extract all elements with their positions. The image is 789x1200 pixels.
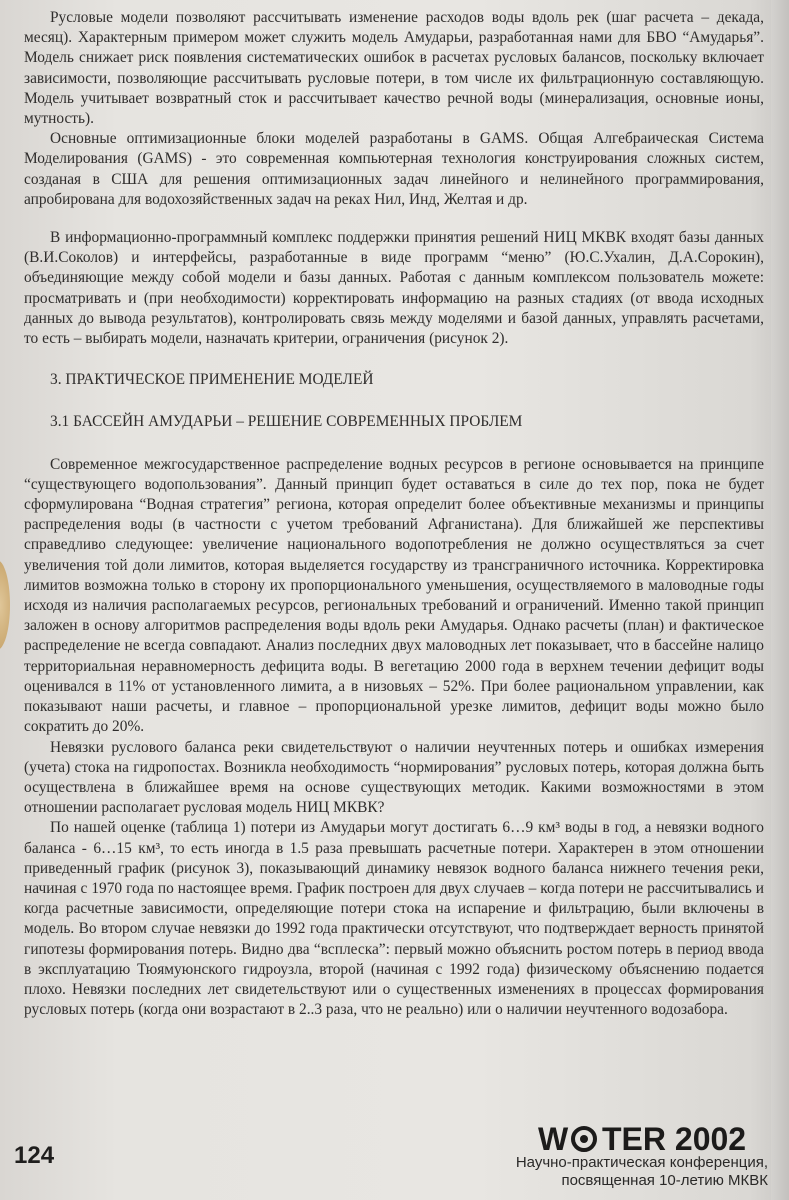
thumb-shadow (0, 560, 10, 650)
paragraph-gams: Основные оптимизационные блоки моделей разработаны в GAMS. Общая Алгебраическая Система Моделирования (GAMS) - это современная компьютерная технология конструирования сложных систем, созданая в США для решения оптимизационных задач линейного и нелинейного программирования, апробирована для водохозяйственных задач на реках Нил, Инд, Желтая и др. (24, 130, 764, 208)
section-heading-3-1: 3.1 БАССЕЙН АМУДАРЬИ – РЕШЕНИЕ СОВРЕМЕННЫХ ПРОБЛЕМ (50, 413, 523, 431)
paragraph-losses-estimate: По нашей оценке (таблица 1) потери из Амударьи могут достигать 6…9 км³ воды в год, а невязки водного баланса - 6…15 км³, то есть иногда в 1.5 раза превышать расчетные потери. Характерен в этом отношении приведенный график (рисунок 3), показывающий динамику невязок водного баланса нижнего течения реки, начиная с 1970 года по настоящее время. График построен для двух случаев – когда потери не рассчитывались и когда расчетные зависимости, определяющие потери стока на испарение и фильтрацию, были включены в модель. Во втором случае невязки до 1992 года практически отсутствуют, что подтверждает верность принятой гипотезы формирования потерь. Видно два “всплеска”: первый можно объяснить ростом потерь в период ввода в эксплуатацию Тюямуюнского гидроузла, второй (начиная с 1992 года) физическому объяснению подается плохо. Невязки последних лет свидетельствуют или о существенных изменениях в процессах формирования русловых потерь (когда они возрастают в 2..3 раза, что не реально) или о наличии неучтенного водозабора. (24, 819, 764, 1019)
paragraph-water-distribution: Современное межгосударственное распределение водных ресурсов в регионе основывается на принципе “существующего водопользования”. Данный принцип будет оставаться в силе до тех пор, пока не будет сформулирована “Водная стратегия” региона, которая определит более объективные механизмы и принципы распределения воды (в частности с учетом требований Афганистана). Для ближайшей же перспективы справедливо следующее: увеличение национального водопотребления не должно осуществляться за счет увеличения той доли лимитов, которая выделяется государству из трансграничного источника. Корректировка лимитов возможна только в сторону их пропорционального уменьшения, осуществляемого в маловодные годы исходя из наличия располагаемых ресурсов, региональных требований и ограничений. Именно такой принцип заложен в основу алгоритмов распределения воды вдоль реки Амударья. Однако расчеты (план) и фактическое распределение не всегда совпадают. Анализ последних двух маловодных лет показывает, что в бассейне налицо территориальная неравномерность дефицита воды. В вегетацию 2000 года в верхнем течении дефицит воды оценивался в 11% от установленного лимита, а в низовьях – 52%. При более рациональном управлении, как показывают наши расчеты, и главное – пропорциональной урезке лимитов, дефицит воды можно было сократить до 20%. (24, 455, 764, 736)
paragraph-river-models: Русловые модели позволяют рассчитывать изменение расходов воды вдоль рек (шаг расчета – декада, месяц). Характерным примером может служить модель Амударьи, разработанная нами для БВО “Амударья”. Модель снижает риск появления систематических ошибок в расчетах русловых балансов, поскольку включает зависимости, позволяющие рассчитывать русловые потери, в том числе их фильтрационную составляющую. Модель учитывает возвратный сток и рассчитывает качество речной воды (минерализация, основные ионы, мутность). (24, 9, 764, 128)
svg-text:W: W (538, 1121, 569, 1156)
section-heading-3: 3. ПРАКТИЧЕСКОЕ ПРИМЕНЕНИЕ МОДЕЛЕЙ (50, 371, 374, 389)
conference-title-line2: посвященная 10-летию МКВК (561, 1172, 768, 1189)
water-2002-logo (510, 1120, 770, 1156)
svg-text:TER 2002: TER 2002 (602, 1121, 747, 1156)
body-text (24, 8, 764, 1020)
paragraph-balance-discrepancy: Невязки руслового баланса реки свидетельствуют о наличии неучтенных потерь и ошибках измерения (учета) стока на гидропостах. Возникла необходимость “нормирования” русловых потерь, которая должна быть осуществлена в ближайшее время на основе существующих методик. Какими возможностями в этом отношении располагает русловая модель НИЦ МКВК? (24, 738, 764, 817)
paragraph-info-complex: В информационно-программный комплекс поддержки принятия решений НИЦ МКВК входят базы данных (В.И.Соколов) и интерфейсы, разработанные в виде программ “меню” (Ю.С.Ухалин, Д.А.Сорокин), объединяющие между собой модели и базы данных. Работая с данным комплексом пользователь можете: просматривать и (при необходимости) корректировать информацию на разных стадиях (от ввода исходных данных до вывода результатов), контролировать связь между моделями и базой данных, управлять расчетами, то есть – выбирать модели, назначать критерии, ограничения (рисунок 2). (24, 229, 764, 348)
conference-title-line1: Научно-практическая конференция, (515, 1154, 768, 1171)
facing-page-edge (771, 0, 789, 1200)
page-number: 124 (14, 1142, 55, 1169)
